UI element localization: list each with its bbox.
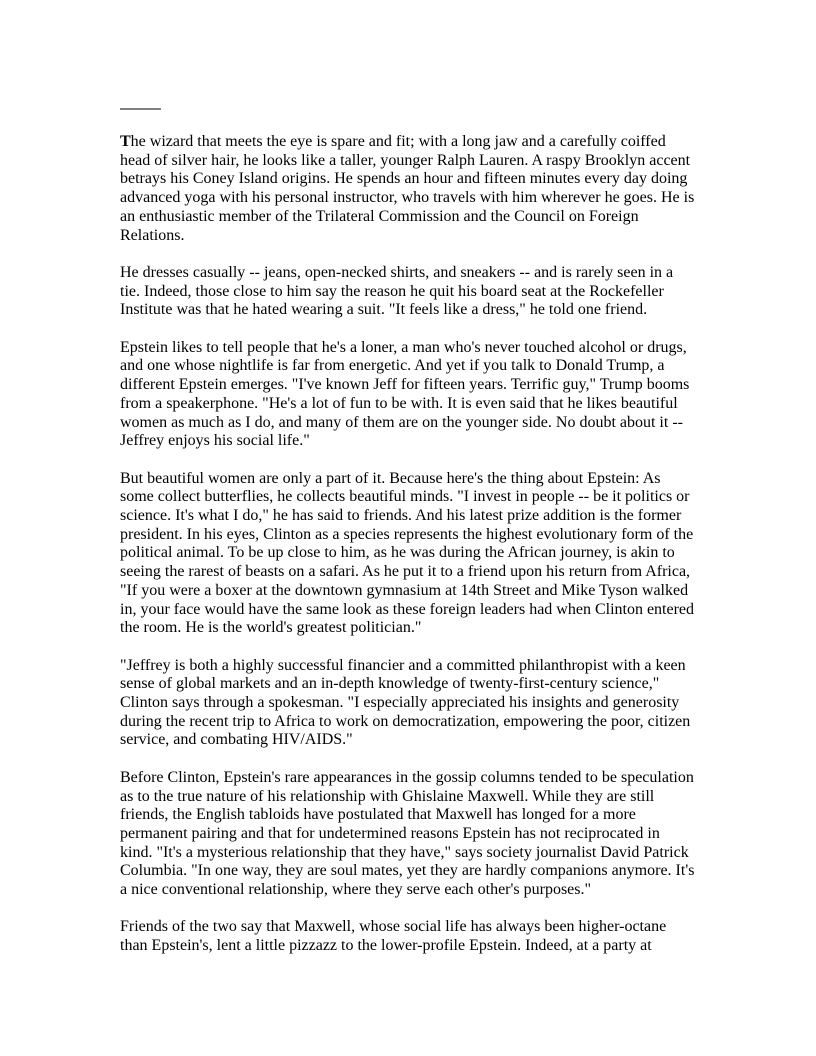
paragraph: But beautiful women are only a part of it. Because here's the thing about Epstein: As some collect butterflies, he collects beautiful minds. "I invest in people -- be it politics or science. It's what I do," he has said to friends. And his latest prize addition is the former president. In his eyes, Clinton as a species represents the highest evolutionary form of the political animal. To be up close to him, as he was during the African journey, is akin to seeing the rarest of beasts on a safari. As he put it to a friend upon his return from Africa, "If you were a boxer at the downtown gymnasium at 14th Street and Mike Tyson walked in, your face would have the same look as these foreign leaders had when Clinton entered the room. He is the world's greatest politician." xyxy=(120,469,695,637)
paragraph xyxy=(120,133,695,245)
paragraph: He dresses casually -- jeans, open-necked shirts, and sneakers -- and is rarely seen in a tie. Indeed, those close to him say the reason he quit his board seat at the Rockefeller Institute was that he hated wearing a suit. "It feels like a dress," he told one friend. xyxy=(120,263,674,319)
article-body xyxy=(120,133,695,956)
section-divider-rule xyxy=(120,108,161,110)
paragraph: Friends of the two say that Maxwell, whose social life has always been higher-octane than Epstein's, lent a little pizzazz to the lower-profile Epstein. Indeed, at a party at xyxy=(120,918,667,955)
paragraph: "Jeffrey is both a highly successful financier and a committed philanthropist with a keen sense of global markets and an in-depth knowledge of twenty-first-century science," Clinton says through a spokesman. "I especially appreciated his insights and generosity during the recent trip to Africa to work on democratization, empowering the poor, citizen service, and combating HIV/AIDS." xyxy=(120,656,691,749)
lead-initial: T xyxy=(120,133,131,150)
paragraph: Before Clinton, Epstein's rare appearances in the gossip columns tended to be speculation as to the true nature of his relationship with Ghislaine Maxwell. While they are still friends, the English tabloids have postulated that Maxwell has longed for a more permanent pairing and that for undetermined reasons Epstein has not reciprocated in kind. "It's a mysterious relationship that they have," says society journalist David Patrick Columbia. "In one way, they are soul mates, yet they are hardly companions anymore. It's a nice conventional relationship, where they serve each other's purposes." xyxy=(120,768,695,899)
article-content xyxy=(120,108,695,975)
paragraph-text: he wizard that meets the eye is spare and fit; with a long jaw and a carefully coiffed head of silver hair, he looks like a taller, younger Ralph Lauren. A raspy Brooklyn accent betrays his Coney Island origins. He spends an hour and fifteen minutes every day doing advanced yoga with his personal instructor, who travels with him wherever he goes. He is an enthusiastic member of the Trilateral Commission and the Council on Foreign Relations. xyxy=(120,133,695,244)
paragraph: Epstein likes to tell people that he's a loner, a man who's never touched alcohol or drugs, and one whose nightlife is far from energetic. And yet if you talk to Donald Trump, a different Epstein emerges. "I've known Jeff for fifteen years. Terrific guy," Trump booms from a speakerphone. "He's a lot of fun to be with. It is even said that he likes beautiful women as much as I do, and many of them are on the younger side. No doubt about it -- Jeffrey enjoys his social life." xyxy=(120,338,690,450)
